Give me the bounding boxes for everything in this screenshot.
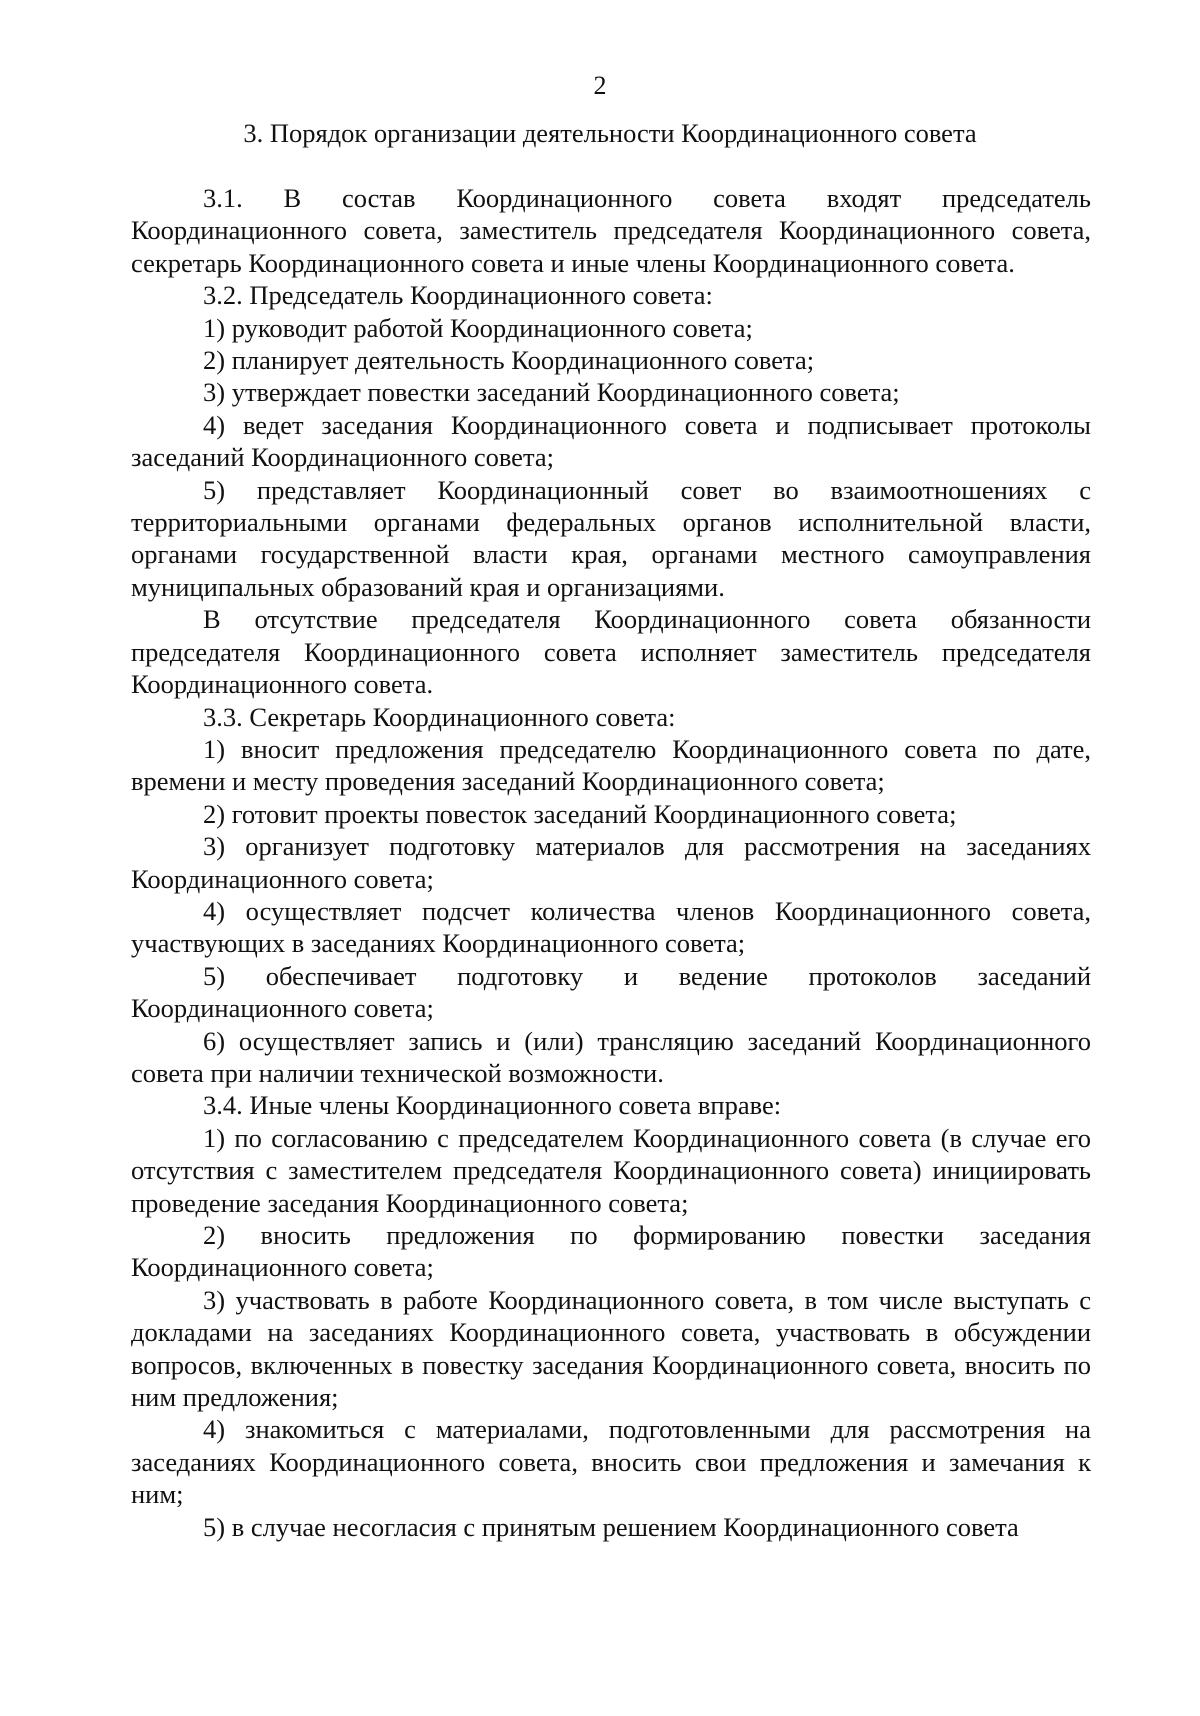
list-item: 1) по согласованию с председателем Координационного совета (в случае его отсутствия с заместителем председателя Координационного совета) инициировать проведение заседания Координационного совета;	[131, 1122, 1091, 1218]
paragraph-absence-clause: В отсутствие председателя Координационного совета обязанности председателя Координационного совета исполняет заместитель председателя Координационного совета.	[131, 604, 1091, 700]
list-item: 5) в случае несогласия с принятым решением Координационного совета	[203, 1511, 1019, 1542]
list-item: 4) знакомиться с материалами, подготовленными для рассмотрения на заседаниях Координационного совета, вносить свои предложения и замечания к ним;	[131, 1414, 1091, 1510]
list-item: 2) планирует деятельность Координационного совета;	[203, 345, 815, 376]
paragraph-3-4: 3.4. Иные члены Координационного совета вправе:	[203, 1090, 782, 1121]
list-item: 3) участвовать в работе Координационного совета, в том числе выступать с докладами на заседаниях Координационного совета, участвовать в обсуждении вопросов, включенных в повестку заседания Координационного совета, вносить по ним предложения;	[131, 1284, 1091, 1413]
list-item: 1) вносит предложения председателю Координационного совета по дате, времени и месту проведения заседаний Координационного совета;	[131, 733, 1091, 797]
page-number: 2	[593, 71, 607, 100]
paragraph-3-1: 3.1. В состав Координационного совета входят председатель Координационного совета, заместитель председателя Координационного совета, секретарь Координационного совета и иные члены Координационного совета.	[131, 183, 1091, 278]
list-item: 3) утверждает повестки заседаний Координационного совета;	[203, 377, 900, 408]
list-item: 2) готовит проекты повесток заседаний Координационного совета;	[203, 798, 957, 829]
document-body	[131, 182, 1091, 1543]
paragraph-3-3: 3.3. Секретарь Координационного совета:	[203, 701, 676, 732]
paragraph-3-2: 3.2. Председатель Координационного совета:	[203, 280, 713, 311]
section-heading: 3. Порядок организации деятельности Координационного совета	[243, 118, 977, 148]
list-item: 4) осуществляет подсчет количества членов Координационного совета, участвующих в заседаниях Координационного совета;	[131, 895, 1091, 959]
list-item: 5) обеспечивает подготовку и ведение протоколов заседаний Координационного совета;	[131, 960, 1091, 1024]
list-item: 2) вносить предложения по формированию повестки заседания Координационного совета;	[131, 1220, 1091, 1283]
list-item: 4) ведет заседания Координационного совета и подписывает протоколы заседаний Координационного совета;	[131, 409, 1091, 473]
list-item: 3) организует подготовку материалов для рассмотрения на заседаниях Координационного совета;	[131, 831, 1091, 894]
list-item: 6) осуществляет запись и (или) трансляцию заседаний Координационного совета при наличии технической возможности.	[131, 1025, 1091, 1088]
list-item: 1) руководит работой Координационного совета;	[203, 312, 753, 343]
list-item: 5) представляет Координационный совет во взаимоотношениях с территориальными органами федеральных органов исполнительной власти, органами государственной власти края, органами местного самоуправления муниципальных образований края и организациями.	[131, 474, 1091, 602]
